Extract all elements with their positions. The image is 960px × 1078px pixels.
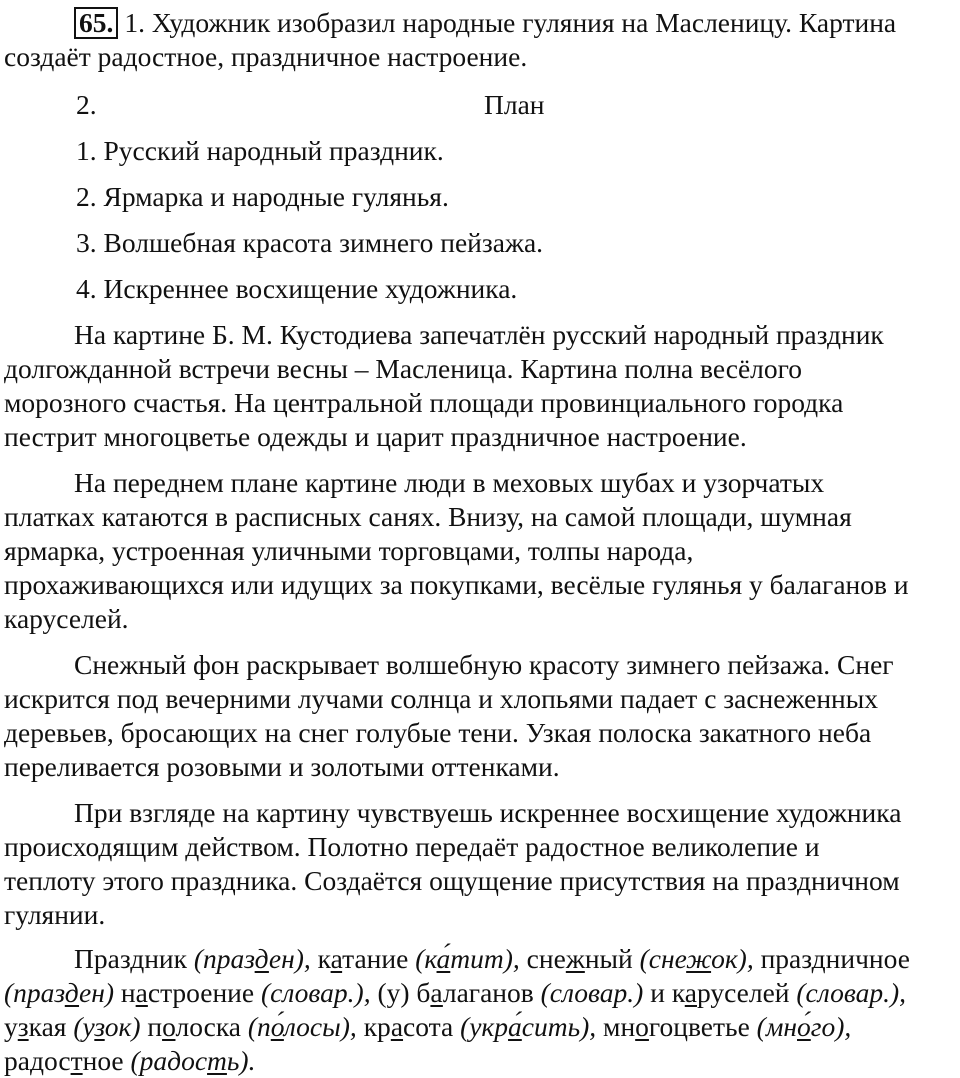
essay-paragraph bbox=[4, 318, 958, 454]
essay-paragraph bbox=[4, 466, 958, 636]
text-line: искрится под вечерними лучами солнца и хлопьями падает с заснеженных bbox=[4, 683, 878, 714]
text-line: пестрит многоцветье одежды и царит праздничное настроение. bbox=[4, 421, 747, 452]
text-line: долгожданной встречи весны – Масленица. Картина полна весёлого bbox=[4, 353, 802, 384]
plan-number: 2. bbox=[76, 89, 97, 120]
text-line: Снежный фон раскрывает волшебную красоту зимнего пейзажа. Снег bbox=[74, 649, 894, 680]
plan-item: 2. Ярмарка и народные гулянья. bbox=[76, 181, 449, 212]
plan-title: План bbox=[484, 89, 545, 120]
vocab-line: узкая (узок) полоска (по́лосы), красота (укра́сить), многоцветье (мно́го), bbox=[4, 1011, 852, 1042]
intro-line: создаёт радостное, праздничное настроение. bbox=[4, 41, 528, 72]
plan-item: 1. Русский народный праздник. bbox=[76, 135, 444, 166]
text-line: каруселей. bbox=[4, 603, 129, 634]
text-line: теплоту этого праздника. Создаётся ощущение присутствия на праздничном bbox=[4, 865, 900, 896]
text-line: переливается розовыми и золотыми оттенками. bbox=[4, 751, 560, 782]
vocab-line: (празден) настроение (словар.), (у) балаганов (словар.) и каруселей (словар.), bbox=[4, 977, 906, 1008]
text-line: морозного счастья. На центральной площади провинциального городка bbox=[4, 387, 844, 418]
plan-item: 3. Волшебная красота зимнего пейзажа. bbox=[76, 227, 544, 258]
text-line: ярмарка, устроенная уличными торговцами, толпы народа, bbox=[4, 535, 694, 566]
intro-line: 1. Художник изобразил народные гуляния на Масленицу. Картина bbox=[124, 7, 897, 38]
exercise-intro bbox=[4, 6, 958, 74]
plan-heading bbox=[4, 88, 958, 122]
plan-item: 4. Искреннее восхищение художника. bbox=[76, 273, 518, 304]
essay-paragraph bbox=[4, 648, 958, 784]
vocab-line: радостное (радость). bbox=[4, 1045, 256, 1076]
exercise-number-box: 65. bbox=[74, 7, 118, 39]
vocab-line: Праздник (празден), катание (ка́тит), снежный (снежок), праздничное bbox=[74, 943, 910, 974]
vocabulary-block bbox=[4, 942, 958, 1078]
text-line: деревьев, бросающих на снег голубые тени. Узкая полоска закатного неба bbox=[4, 717, 872, 748]
text-line: платках катаются в расписных санях. Внизу, на самой площади, шумная bbox=[4, 501, 852, 532]
text-line: гулянии. bbox=[4, 899, 106, 930]
text-line: На картине Б. М. Кустодиева запечатлён русский народный праздник bbox=[74, 319, 884, 350]
text-line: На переднем плане картине люди в меховых шубах и узорчатых bbox=[74, 467, 825, 498]
document-page bbox=[4, 0, 958, 1078]
text-line: При взгляде на картину чувствуешь искреннее восхищение художника bbox=[74, 797, 902, 828]
plan-list bbox=[4, 134, 958, 306]
text-line: прохаживающихся или идущих за покупками, весёлые гулянья у балаганов и bbox=[4, 569, 909, 600]
text-line: происходящим действом. Полотно передаёт радостное великолепие и bbox=[4, 831, 820, 862]
essay-paragraph bbox=[4, 796, 958, 932]
